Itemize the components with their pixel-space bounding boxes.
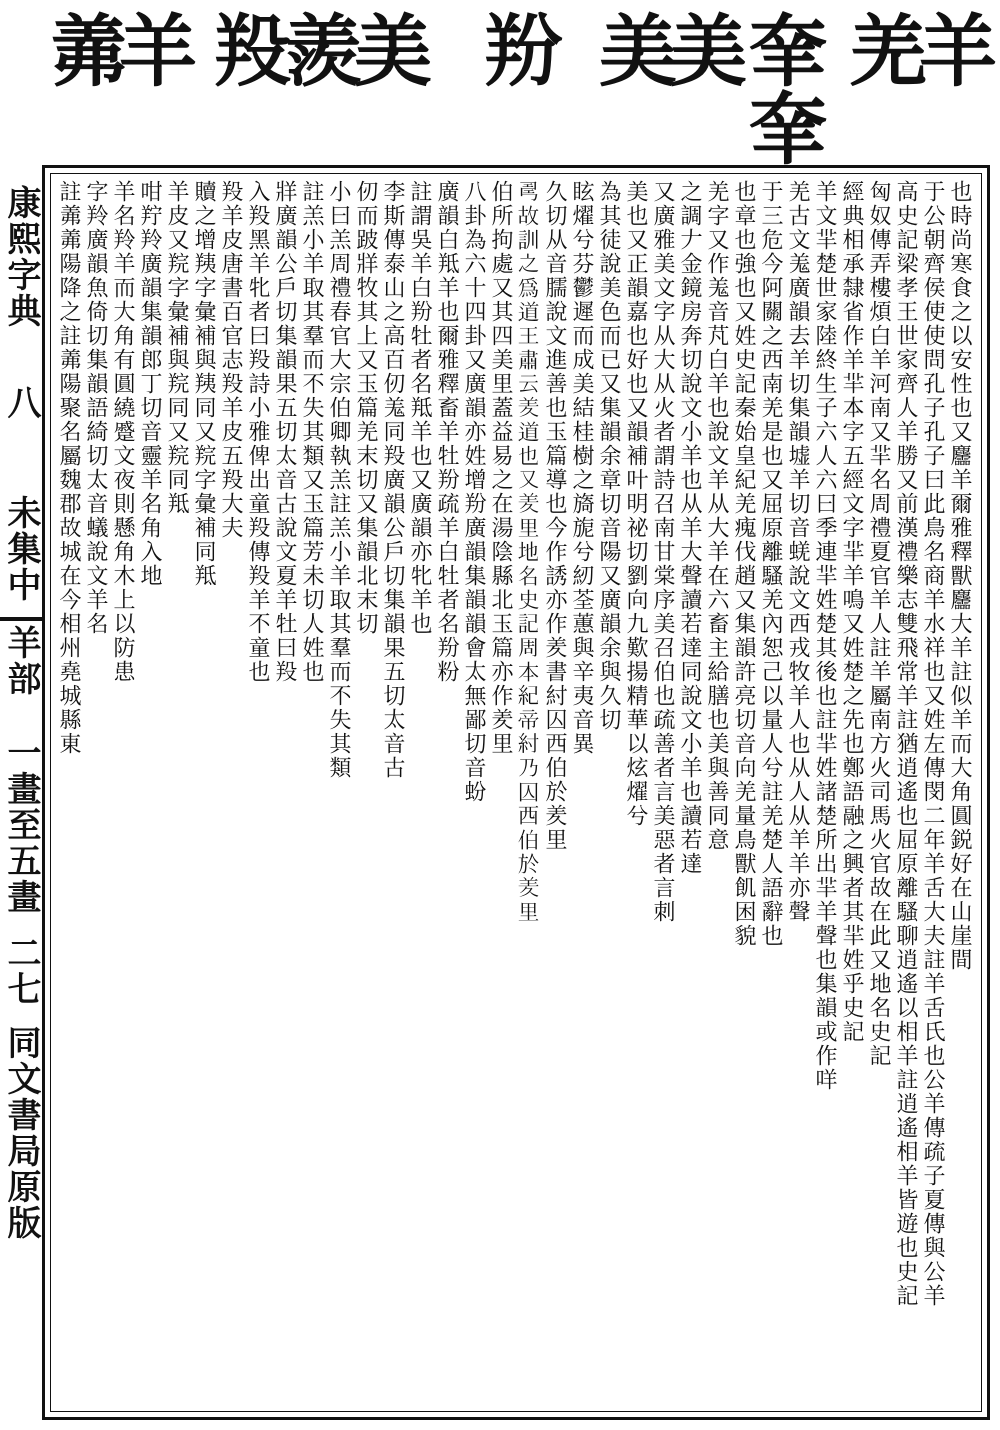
collection-label: 未集中	[1, 495, 41, 603]
text-column: 羖羊皮唐書百官志羖羊皮五羖大夫	[218, 180, 243, 540]
book-title: 康熙字典	[1, 185, 41, 329]
text-column: 字羚廣韻魚倚切集韻語綺切太音蟻說文羊名	[83, 180, 108, 636]
text-column: 仞而跛牂牧其上又玉篇羌末切又集韻北末切	[353, 180, 378, 636]
text-column: 𢏚故訓之爲道王肅云羑道也又羑里地名史記周本紀帝紂乃囚西伯於羑里	[515, 180, 540, 924]
dictionary-page-frame	[42, 165, 990, 1420]
text-column: 于三危今阿關之西南羌是也又屈原離騷羌內恕己以量人兮註羌楚人語辭也	[758, 180, 783, 948]
text-column: 于公朝齊侯使使問孔子孔子曰此鳥名商羊水祥也又姓左傳閔二年羊舌大夫註羊舌氏也公羊傳疏子夏傳與公羊	[920, 180, 945, 1308]
text-column: 贖之增羠字彙補與羠同又羦字彙補同羝	[191, 180, 216, 588]
seal-character: 羊	[106, 10, 197, 82]
page-number: 二七	[1, 935, 41, 1007]
seal-character: 羍	[736, 10, 827, 82]
text-column: 之調𠂇金鏡房奔切說文小羊也从羊大聲讀若達同說文小羊也讀若達	[677, 180, 702, 876]
seal-character: 羖	[201, 10, 292, 82]
seal-character: 羍	[736, 88, 827, 160]
text-column: 匈奴傳弄樓煩白羊河南又羋名周禮夏官羊人註羊屬南方火司馬火官故在此又地名史記	[866, 180, 891, 1068]
seal-character: 美	[656, 10, 747, 82]
text-column: 羊皮又羦字彙補與羦同又羦同羝	[164, 180, 189, 516]
text-column: 伯所拘處又其四美里蓋益易之在湯陰縣北玉篇亦作羑里	[488, 180, 513, 756]
text-column: 牂廣韻公戶切集韻果五切太音古說文夏羊牡曰羖	[272, 180, 297, 684]
volume-number: 八	[1, 385, 41, 421]
seal-character: 羛	[36, 10, 127, 82]
text-column: 羊文羋楚世家陸終生子六人六曰季連羋姓楚其後也註羋姓諸楚所出羋羊聲也集韻或作咩	[812, 180, 837, 1092]
text-column: 高史記梁孝王世家齊人羊勝又前漢禮樂志雙飛常羊註猶逍遙也屈原離騷聊逍遙以相羊註逍遙相羊皆遊也史記	[893, 180, 918, 1308]
text-column: 羌字又作羗音芃白羊也說文羊从大羊在六畜主給膳也美與善同意	[704, 180, 729, 852]
text-column: 註謂吳羊白羒牡者名羝羊也又廣韻亦牝羊也	[407, 180, 432, 636]
text-column: 八卦為六十四卦又廣韻亦姓增羒廣韻集韻韻會太無鄙切音蚡	[461, 180, 486, 804]
text-column: 李斯傳泰山之高百仞羗同羖廣韻公戶切集韻果五切太音古	[380, 180, 405, 780]
side-divider	[0, 617, 42, 621]
radical-label: 羊部	[1, 625, 41, 697]
text-column: 小曰羔周禮春官大宗伯卿執羔註羔小羊取其羣而不失其類	[326, 180, 351, 780]
text-column: 註羔小羊取其羣而不失其類又玉篇芳未切人姓也	[299, 180, 324, 684]
dictionary-text-area	[50, 173, 982, 1412]
text-column: 眩燿兮芬鬱遲而成美結桂樹之旖旎兮紉荃蕙與辛夷音異	[569, 180, 594, 756]
text-column: 美也又正韻嘉也好也又韻補叶明祕切劉向九歎揚精華以炫燿兮	[623, 180, 648, 828]
text-column: 入羖黑羊牝者曰羖詩小雅俾出童羖傳羖羊不童也	[245, 180, 270, 684]
text-column: 羌古文羗廣韻去羊切集韻墟羊切音蜣說文西戎牧羊人也从人从羊羊亦聲	[785, 180, 810, 924]
stroke-range: 一畫至五畫	[1, 735, 41, 915]
text-column: 羊名羚羊而大角有圓繞蹙文夜則懸角木上以防患	[110, 180, 135, 684]
seal-character: 美	[341, 10, 432, 82]
seal-script-row	[36, 10, 997, 165]
text-column: 也時尚寒食之以安性也又麢羊爾雅釋獸麢大羊註似羊而大角圓鋭好在山崖間	[947, 180, 972, 972]
text-column: 為其徒說美色而已又集韻余章切音陽又廣韻余與久切	[596, 180, 621, 732]
seal-character: 美	[586, 10, 677, 82]
seal-character: 羨	[271, 10, 362, 82]
text-column: 又廣雅美文字从大从火者謂詩召南甘棠序美召伯也疏善者言美惡者言刺	[650, 180, 675, 924]
text-column: 也章也強也又姓史記秦始皇紀羌瘣伐趙又集韻許亮切音向羌量鳥獸飢困貌	[731, 180, 756, 948]
text-column: 註羛羛陽降之註羛陽聚名屬魏郡故城在今相州堯城縣東	[56, 180, 81, 756]
text-column: 廣韻白羝羊也爾雅釋畜羊牡羒疏羊白牡者名羒粉	[434, 180, 459, 684]
seal-character: 羒	[471, 10, 562, 82]
seal-character: 羊	[906, 10, 997, 82]
side-margin	[0, 165, 42, 1430]
text-column: 咁羜羚廣韻集韻郎丁切音靈羊名角入地	[137, 180, 162, 588]
publisher-label: 同文書局原版	[1, 1025, 41, 1241]
text-column: 久切从音臑說文進善也玉篇導也今作誘亦作羑書紂囚西伯於羑里	[542, 180, 567, 852]
seal-character: 羌	[836, 10, 927, 82]
text-column: 經典相承隸省作羊羋本字五經文字羋羊鳴又姓楚之先也鄭語融之興者其羋姓乎史記	[839, 180, 864, 1044]
